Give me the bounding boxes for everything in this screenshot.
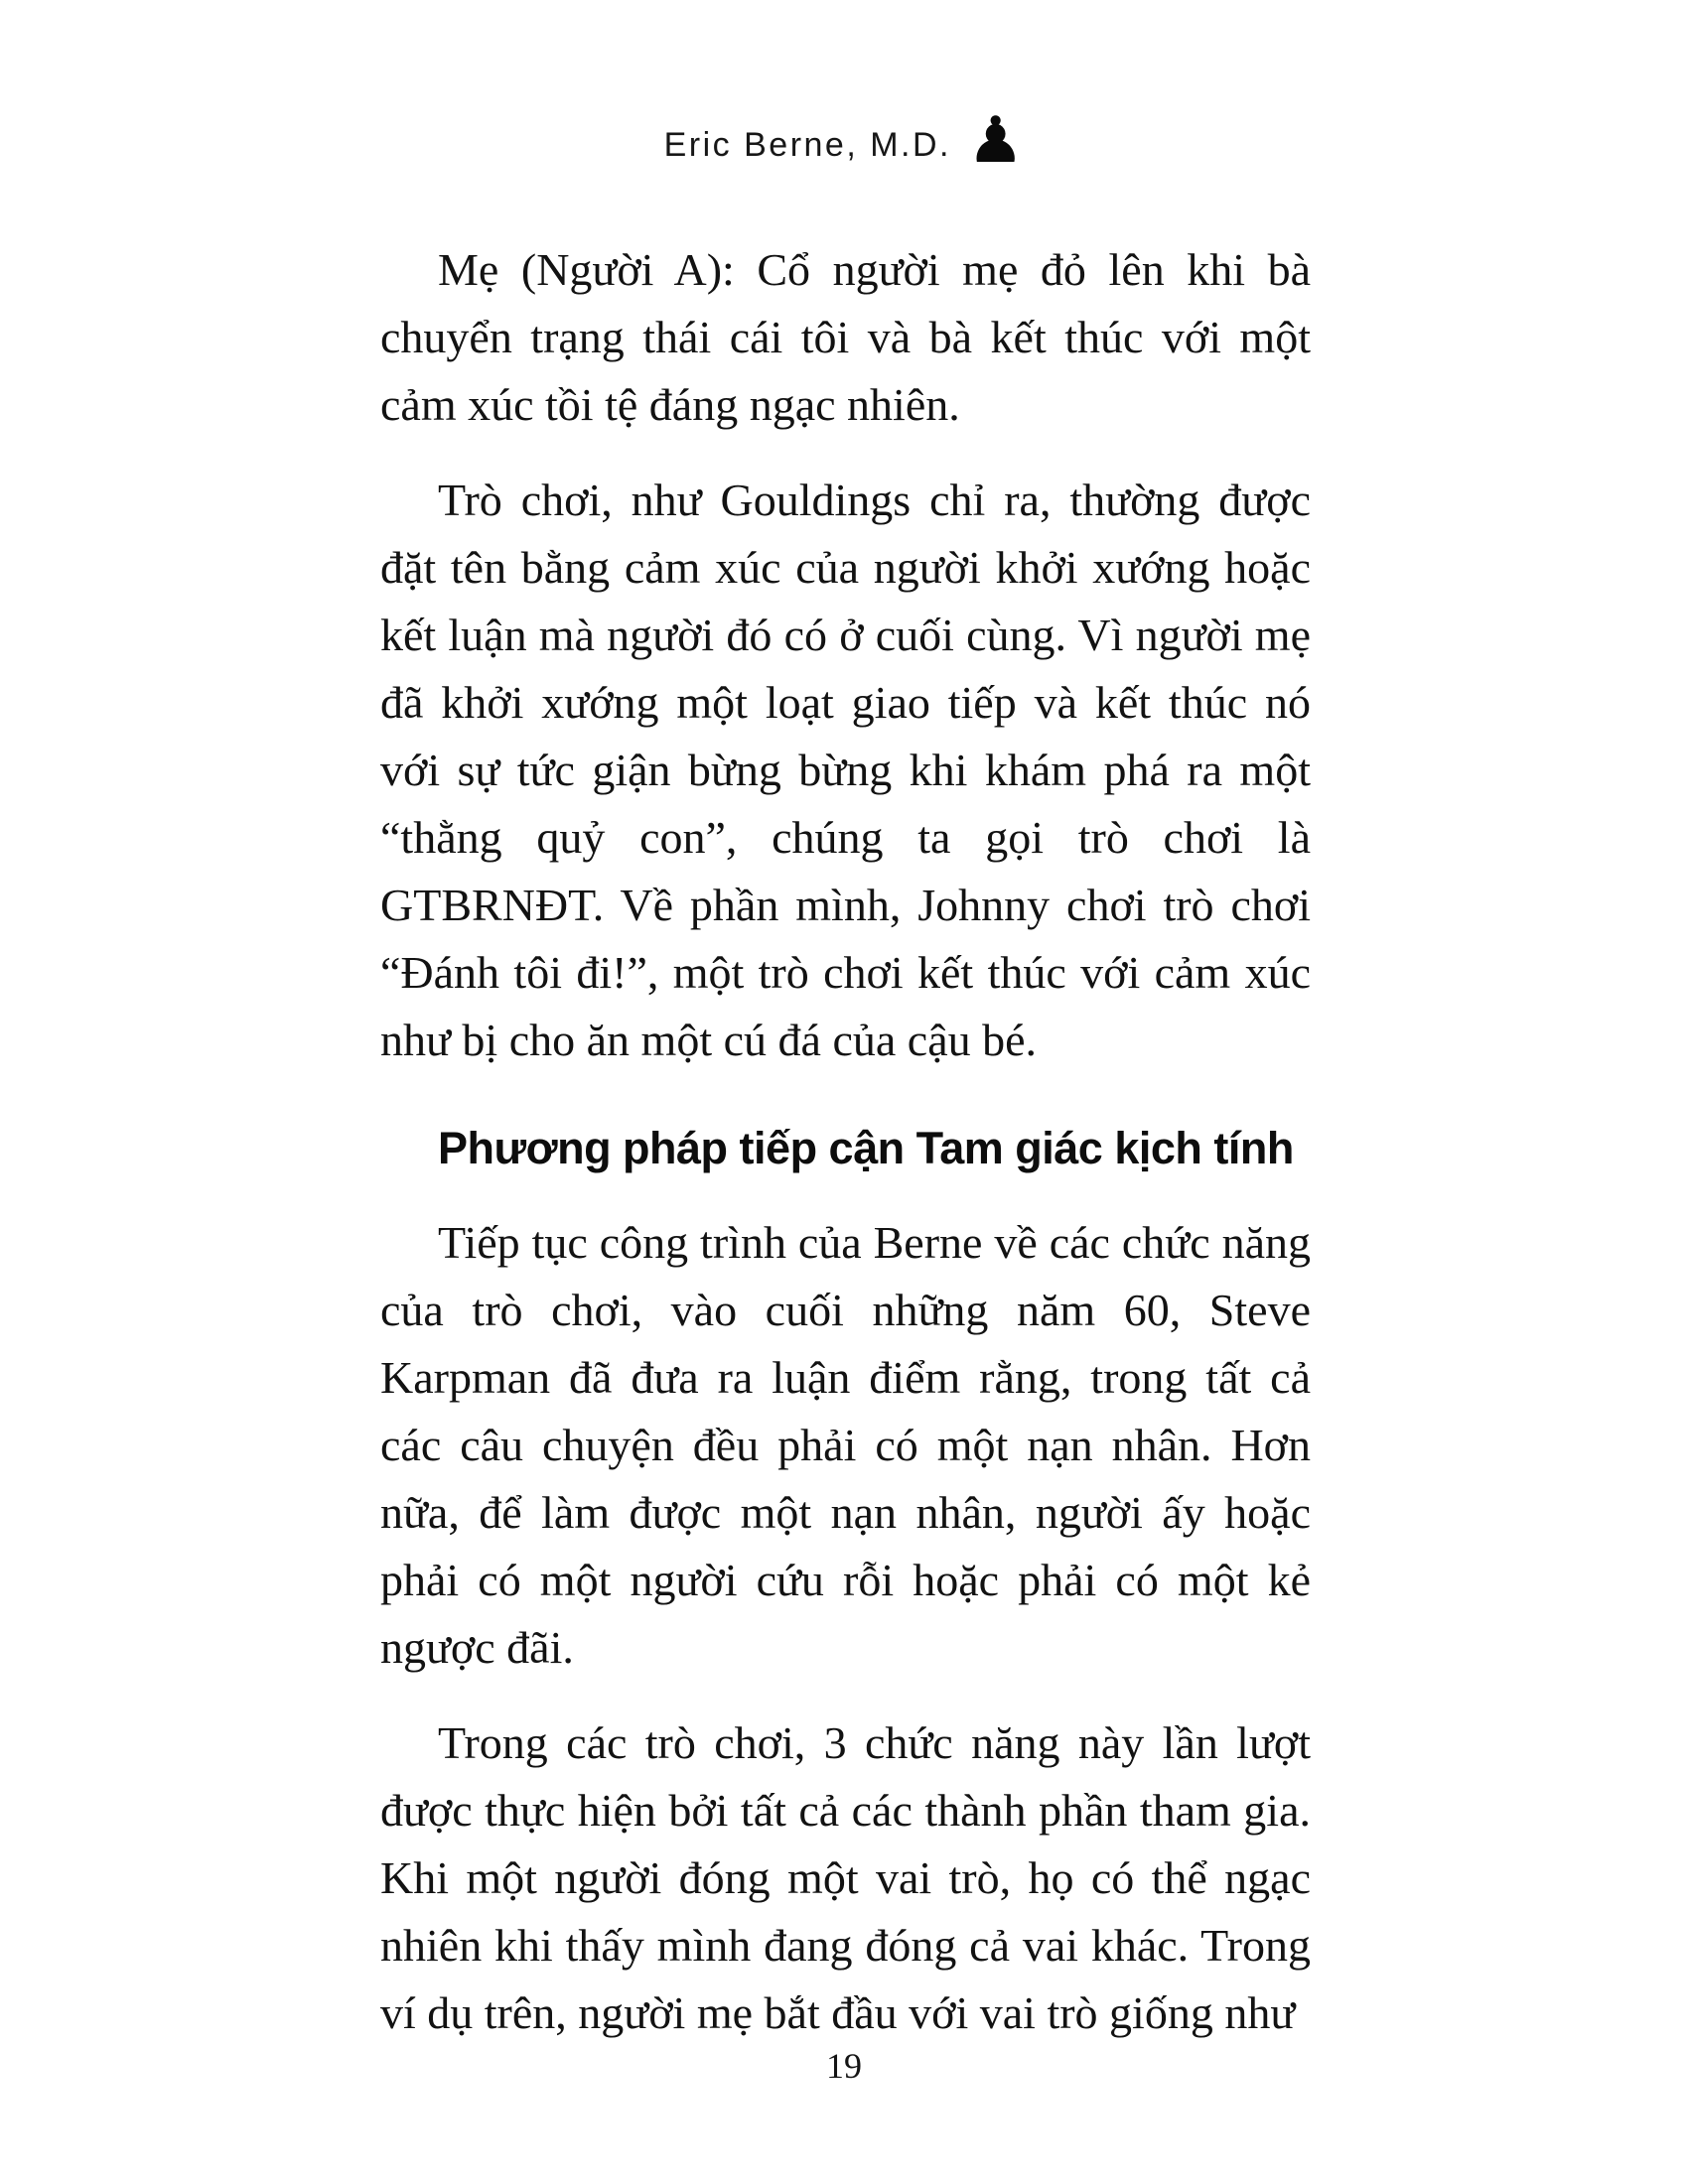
- page-header: [0, 104, 1688, 178]
- author-name: Eric Berne, M.D.: [663, 126, 951, 165]
- chess-pawn-icon: ♟: [967, 104, 1025, 178]
- paragraph-game-naming: Trò chơi, như Gouldings chỉ ra, thường được đặt tên bằng cảm xúc của người khởi xướng hoặc kết luận mà người đó có ở cuối cùng. Vì người mẹ đã khởi xướng một loạt giao tiếp và kết thúc nó với sự tức giận bừng bừng khi khám phá ra một “thằng quỷ con”, chúng ta gọi trò chơi là GTBRNĐT. Về phần mình, Johnny chơi trò chơi “Đánh tôi đi!”, một trò chơi kết thúc với cảm xúc như bị cho ăn một cú đá của cậu bé.: [380, 475, 1311, 1065]
- page-content: [380, 236, 1311, 2075]
- section-heading-drama-triangle: Phương pháp tiếp cận Tam giác kịch tính: [438, 1123, 1294, 1173]
- paragraph-mother-person-a: Mẹ (Người A): Cổ người mẹ đỏ lên khi bà chuyển trạng thái cái tôi và bà kết thúc với một cảm xúc tồi tệ đáng ngạc nhiên.: [380, 244, 1311, 430]
- page-number: 19: [826, 2046, 862, 2086]
- paragraph-game-roles: Trong các trò chơi, 3 chức năng này lần lượt được thực hiện bởi tất cả các thành phần tham gia. Khi một người đóng một vai trò, họ có thể ngạc nhiên khi thấy mình đang đóng cả vai khác. Trong ví dụ trên, người mẹ bắt đầu với vai trò giống như: [380, 1717, 1311, 2038]
- paragraph-karpman-thesis: Tiếp tục công trình của Berne về các chức năng của trò chơi, vào cuối những năm 60, Steve Karpman đã đưa ra luận điểm rằng, trong tất cả các câu chuyện đều phải có một nạn nhân. Hơn nữa, để làm được một nạn nhân, người ấy hoặc phải có một người cứu rỗi hoặc phải có một kẻ ngược đãi.: [380, 1217, 1311, 1673]
